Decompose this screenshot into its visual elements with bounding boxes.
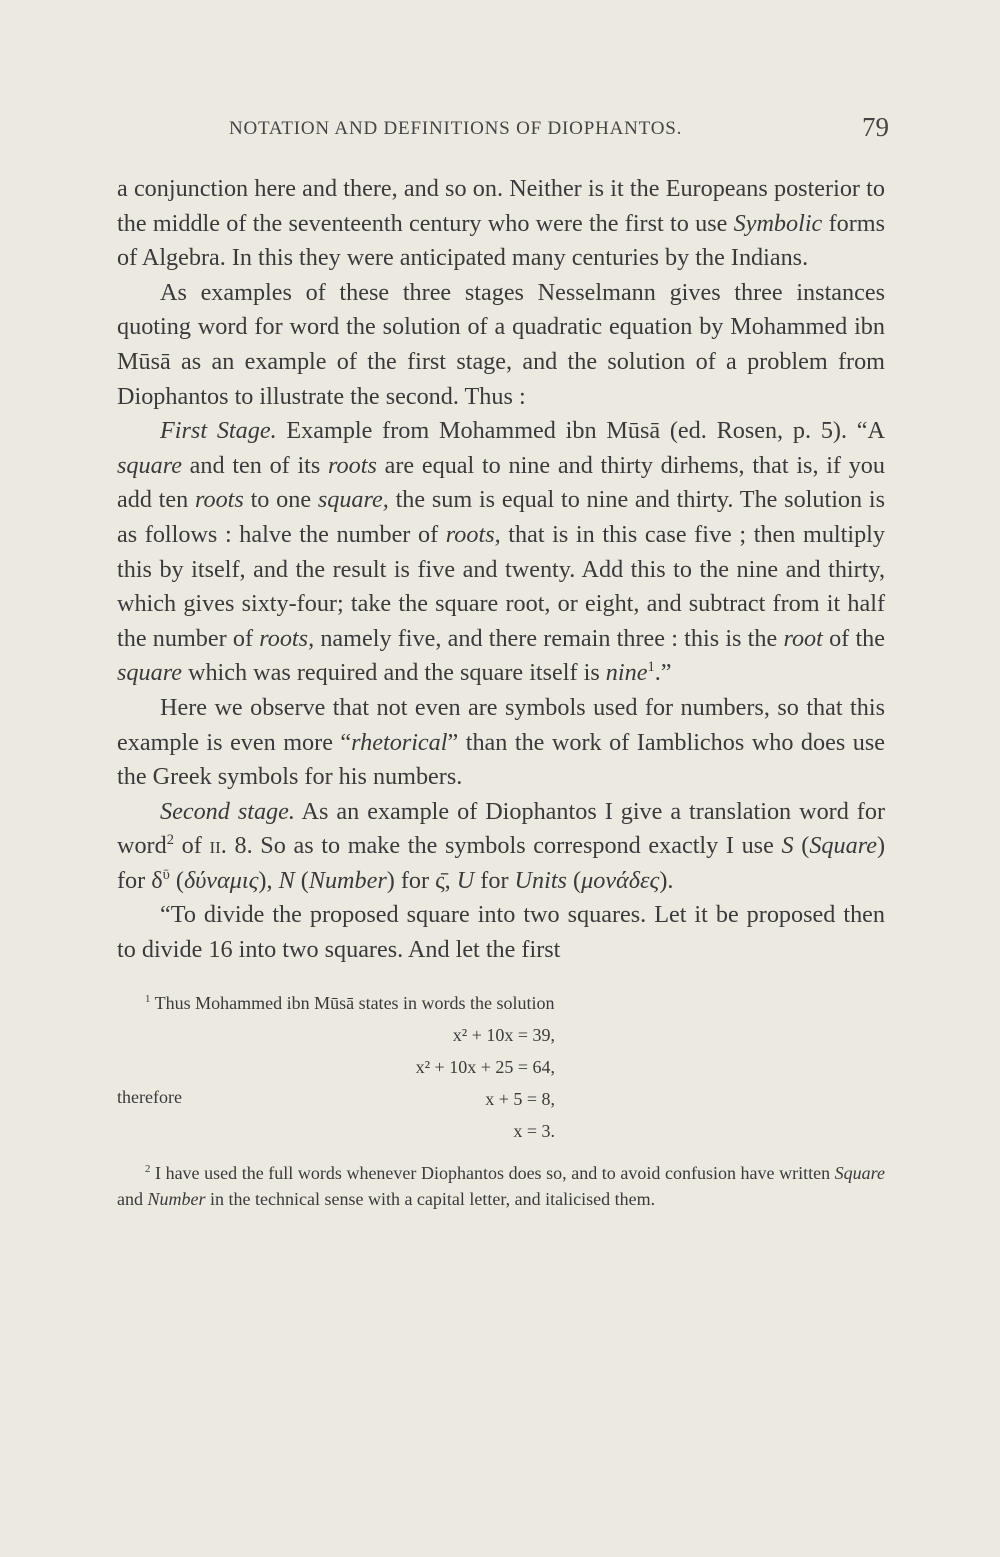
- equation-block: [117, 1020, 885, 1154]
- text: a conjunction here and there, and so on. Neither is it the Europeans posterior to the middle of the seventeenth century who were the first to use: [117, 175, 885, 237]
- text: Here we observe that not even are symbols used for numbers, so that this example is even more “: [117, 693, 885, 756]
- text: of the: [822, 624, 886, 652]
- text: are equal to nine and thirty dirhems, that is, if you add ten: [117, 451, 885, 514]
- italic-text: Number: [147, 1188, 206, 1209]
- footnote-text: and: [117, 1188, 148, 1209]
- text: .”: [654, 659, 672, 687]
- text: ) for δ: [117, 832, 886, 894]
- paragraph-4: [117, 691, 885, 795]
- footnote-ref: 2: [166, 832, 174, 849]
- greek-italic: μονάδες: [581, 866, 660, 894]
- paragraph-1: [117, 172, 885, 276]
- running-title: NOTATION AND DEFINITIONS OF DIOPHANTOS.: [229, 118, 683, 139]
- italic-text: square: [117, 451, 182, 479]
- book-page: [117, 110, 889, 1212]
- text: that is in this case five ; then multiply this by itself, and the result is five and twenty. Add this to the nine and thirty, which gives sixty-four; take the square root, or eight, and subtract from it half the number of: [117, 520, 885, 652]
- text: which was required and the square itself is: [181, 659, 606, 687]
- text: the sum is equal to nine and thirty. The solution is as follows : halve the number of: [117, 486, 885, 548]
- paragraph-6: [117, 898, 885, 967]
- italic-text: N: [278, 866, 295, 894]
- greek-italic: δύναμις: [183, 866, 259, 894]
- italic-text: Square: [834, 1162, 885, 1183]
- book-numeral: ii.: [209, 832, 227, 860]
- italic-text: Symbolic: [733, 209, 823, 237]
- italic-text: Square: [809, 832, 877, 860]
- italic-text: S: [781, 832, 794, 860]
- equation-line: x + 5 = 8,: [485, 1088, 555, 1109]
- text: ),: [258, 866, 279, 894]
- text: and ten of its: [181, 451, 329, 479]
- italic-text: nine: [605, 659, 648, 687]
- footnote-1: [117, 990, 885, 1016]
- italic-text: roots,: [445, 520, 501, 548]
- italic-text: rhetorical: [351, 728, 448, 756]
- paragraph-2: [117, 276, 885, 414]
- footnote-ref: 1: [647, 659, 655, 676]
- text: As examples of these three stages Nesselmann gives three instances quoting word for word the solution of a quadratic equation by Mohammed ibn Mūsā as an example of the first stage, and the solution of a problem from Diophantos to illustrate the second. Thus :: [117, 278, 885, 410]
- text: for: [474, 866, 515, 894]
- section-heading: First Stage.: [160, 417, 277, 445]
- footnote-marker: 1: [145, 992, 151, 1005]
- equation-line: x² + 10x + 25 = 64,: [415, 1056, 555, 1077]
- italic-text: square: [117, 659, 182, 687]
- italic-text: root: [783, 624, 823, 652]
- text: (: [294, 866, 309, 894]
- running-head: [117, 110, 889, 150]
- text: ) for ς̄,: [386, 866, 457, 894]
- equation-line: x² + 10x = 39,: [452, 1024, 555, 1045]
- footnotes: [117, 990, 885, 1212]
- text: to one: [243, 486, 318, 514]
- equation-line: x = 3.: [513, 1120, 555, 1141]
- page-number: 79: [862, 112, 889, 142]
- italic-text: U: [456, 866, 475, 894]
- italic-text: square,: [317, 486, 389, 514]
- greek-superscript: ῡ: [162, 866, 170, 883]
- footnote-text: Thus Mohammed ibn Mūsā states in words the solution: [150, 992, 555, 1013]
- italic-text: roots: [328, 451, 377, 479]
- text: (: [169, 866, 184, 894]
- body-text: [117, 172, 885, 968]
- text: ” than the work of Iamblichos who does use the Greek symbols for his numbers.: [117, 728, 885, 791]
- italic-text: Units: [514, 866, 567, 894]
- footnote-text: in the technical sense with a capital letter, and italicised them.: [205, 1188, 656, 1209]
- paragraph-5: [117, 795, 885, 899]
- paragraph-3: [117, 414, 885, 691]
- text: As an example of Diophantos I give a translation word for word: [117, 797, 885, 860]
- text: Example from Mohammed ibn Mūsā (ed. Rosen, p. 5). “A: [276, 417, 886, 445]
- italic-text: Number: [308, 866, 387, 894]
- text: of: [173, 832, 210, 860]
- text: 8. So as to make the symbols correspond exactly I use: [226, 832, 782, 860]
- text: forms of Algebra. In this they were anticipated many centuries by the Indians.: [117, 209, 885, 272]
- italic-text: roots: [194, 486, 244, 514]
- italic-text: roots,: [259, 624, 315, 652]
- section-heading: Second stage.: [160, 797, 295, 825]
- text: “To divide the proposed square into two squares. Let it be proposed then to divide 16 into two squares. And let the first: [117, 901, 885, 964]
- therefore-label: therefore: [117, 1086, 182, 1107]
- text: ).: [659, 866, 674, 894]
- footnote-text: I have used the full words whenever Diophantos does so, and to avoid confusion have written: [150, 1162, 835, 1183]
- text: (: [793, 832, 810, 860]
- footnote-2: [117, 1160, 885, 1212]
- text: namely five, and there remain three : this is the: [314, 624, 784, 652]
- footnote-marker: 2: [145, 1162, 151, 1175]
- text: (: [566, 866, 582, 894]
